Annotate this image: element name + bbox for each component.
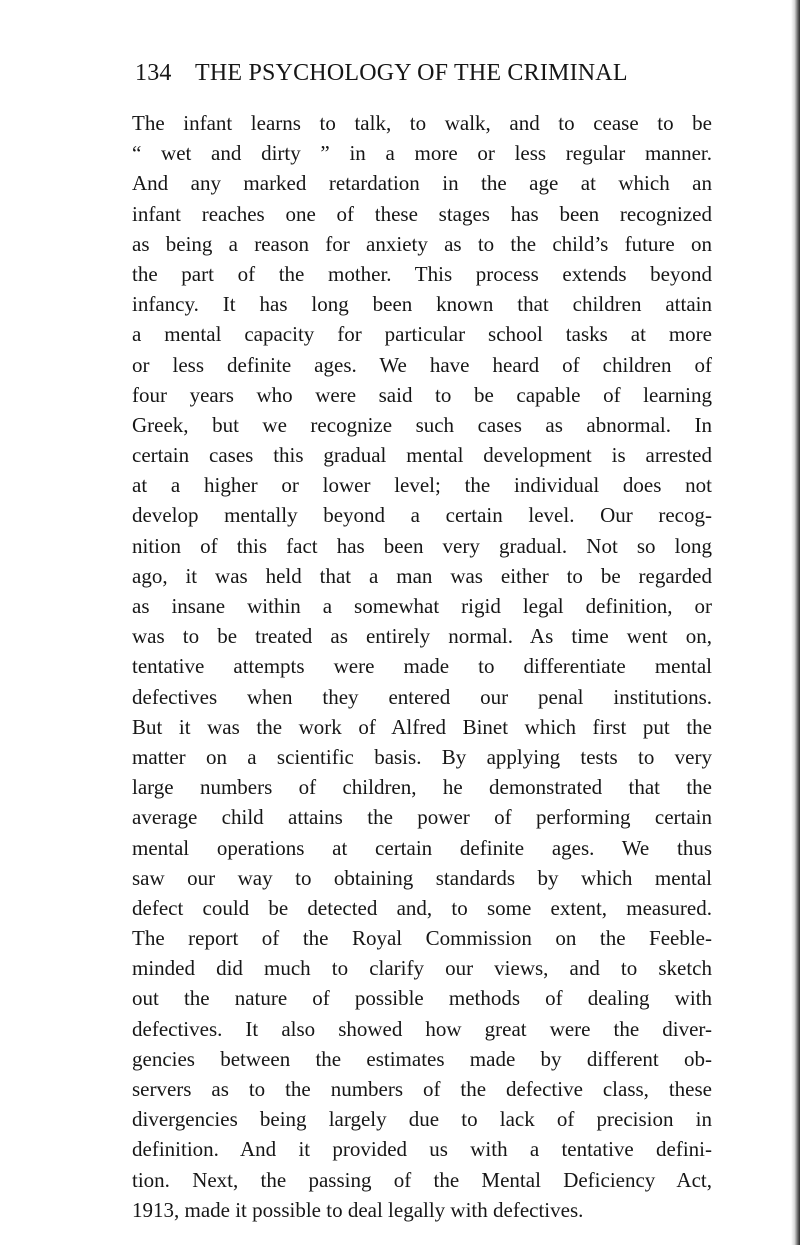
- text-line: definition. And it provided us with a tentative defini-: [132, 1137, 712, 1162]
- text-line: or less definite ages. We have heard of children of: [132, 352, 712, 377]
- text-line: minded did much to clarify our views, and to sketch: [132, 956, 712, 981]
- text-line: defectives. It also showed how great were the diver-: [132, 1016, 712, 1041]
- text-line: as insane within a somewhat rigid legal definition, or: [132, 594, 712, 618]
- text-line: large numbers of children, he demonstrated that the: [132, 775, 712, 800]
- running-title: THE PSYCHOLOGY OF THE CRIMINAL: [195, 60, 628, 86]
- text-line: at a higher or lower level; the individual does not: [132, 473, 712, 498]
- text-line: certain cases this gradual mental development is arrested: [132, 443, 712, 468]
- text-line: servers as to the numbers of the defective class, these: [132, 1077, 712, 1101]
- text-line: defect could be detected and, to some extent, measured.: [132, 895, 712, 920]
- text-line: But it was the work of Alfred Binet which first put the: [132, 714, 712, 739]
- text-line: as being a reason for anxiety as to the child’s future on: [132, 231, 712, 256]
- text-line: gencies between the estimates made by different ob-: [132, 1046, 712, 1071]
- text-line: infancy. It has long been known that children attain: [132, 292, 712, 317]
- text-line: the part of the mother. This process extends beyond: [132, 261, 712, 286]
- text-line: saw our way to obtaining standards by which mental: [132, 865, 712, 890]
- text-line: divergencies being largely due to lack of precision in: [132, 1107, 712, 1132]
- text-line: four years who were said to be capable of learning: [132, 382, 712, 407]
- text-line: mental operations at certain definite ages. We thus: [132, 835, 712, 860]
- text-line: The report of the Royal Commission on the Feeble-: [132, 926, 712, 951]
- text-line: average child attains the power of performing certain: [132, 805, 712, 830]
- text-line: “ wet and dirty ” in a more or less regular manner.: [132, 141, 712, 166]
- body-text: [132, 108, 712, 1225]
- text-line: And any marked retardation in the age at which an: [132, 171, 712, 196]
- text-line: 1913, made it possible to deal legally with defectives.: [132, 1197, 584, 1222]
- text-line: nition of this fact has been very gradual. Not so long: [132, 533, 712, 558]
- text-line: matter on a scientific basis. By applying tests to very: [132, 744, 712, 769]
- text-line: a mental capacity for particular school tasks at more: [132, 322, 712, 347]
- text-line: ago, it was held that a man was either to be regarded: [132, 563, 712, 588]
- text-line: The infant learns to talk, to walk, and to cease to be: [132, 111, 712, 135]
- page-edge-shadow: [791, 0, 800, 1245]
- text-line: Greek, but we recognize such cases as abnormal. In: [132, 412, 712, 437]
- text-line: out the nature of possible methods of dealing with: [132, 986, 712, 1011]
- text-line: was to be treated as entirely normal. As time went on,: [132, 624, 712, 649]
- text-line: infant reaches one of these stages has been recognized: [132, 201, 712, 226]
- text-line: defectives when they entered our penal institutions.: [132, 684, 712, 709]
- page-number: 134: [135, 60, 172, 86]
- text-line: tion. Next, the passing of the Mental Deficiency Act,: [132, 1167, 712, 1192]
- text-line: develop mentally beyond a certain level. Our recog-: [132, 503, 712, 528]
- running-header: [135, 60, 715, 100]
- text-line: tentative attempts were made to differentiate mental: [132, 654, 712, 679]
